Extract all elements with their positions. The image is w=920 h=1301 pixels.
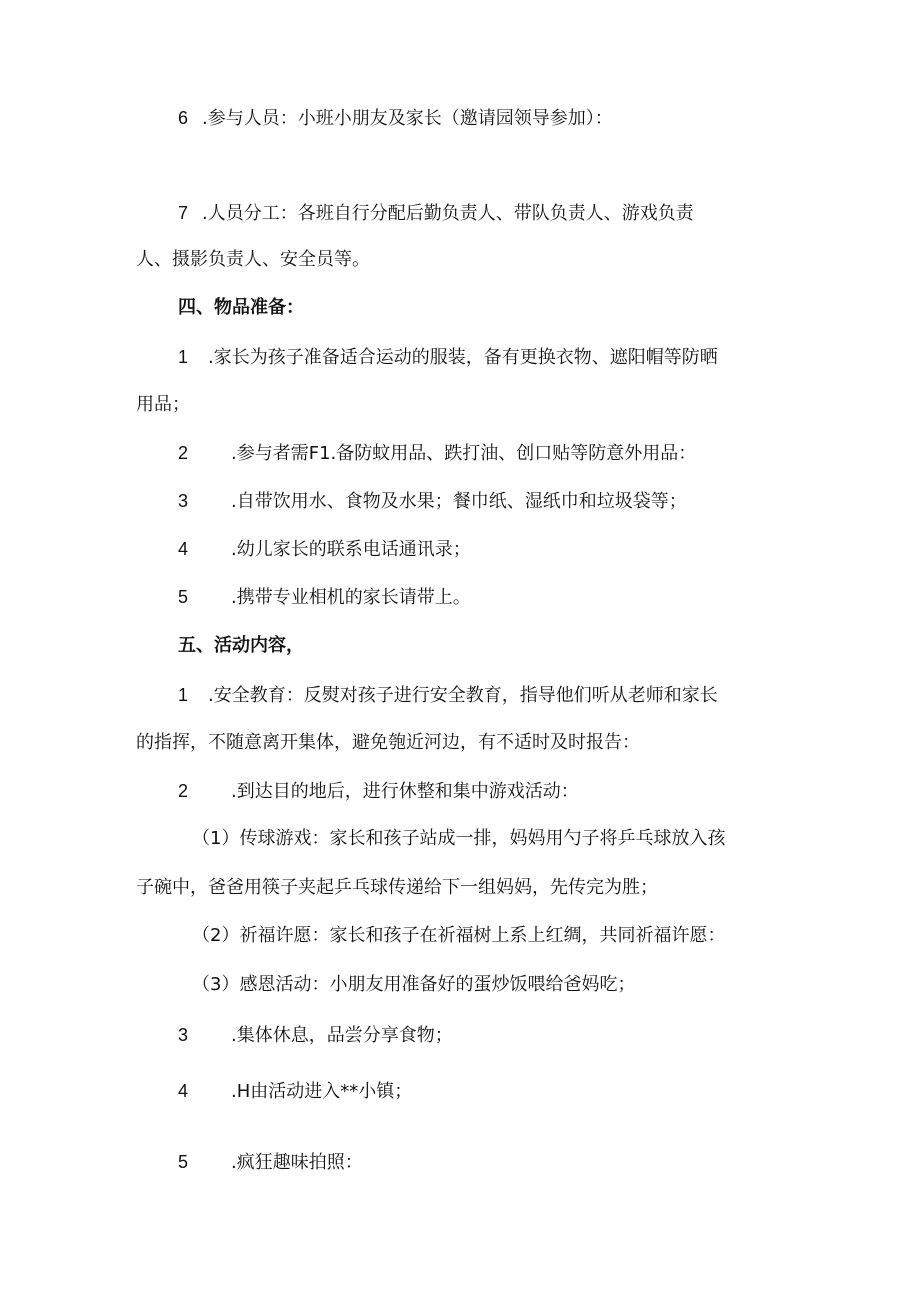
item-text: .集体休息，品尝分享食物； xyxy=(231,1025,453,1046)
item-text: .自带饮用水、食物及水果；餐巾纸、湿纸巾和垃圾袋等； xyxy=(231,491,687,512)
item-number: 5 xyxy=(178,1152,189,1172)
item-number: 3 xyxy=(178,1025,189,1045)
list-item-clothing xyxy=(178,345,718,369)
list-item-food xyxy=(178,489,687,513)
item-text: .疯狂趣味拍照： xyxy=(231,1152,363,1173)
item-text: .安全教育：反熨对孩子进行安全教育，指导他们听从老师和家长 xyxy=(208,685,718,706)
item-text: .到达目的地后，进行休整和集中游戏活动： xyxy=(231,781,579,802)
item-text: .参与者需F1.备防蚊用品、跌打油、创口贴等防意外用品： xyxy=(231,443,697,464)
item-text: .家长为孩子准备适合运动的服装，备有更换衣物、遮阳帽等防晒 xyxy=(208,347,718,368)
list-item-rest xyxy=(178,1023,453,1047)
list-item-safety xyxy=(178,683,718,707)
list-item-town xyxy=(178,1079,412,1103)
list-item-photos xyxy=(178,1150,363,1174)
section-heading-activities: 五、活动内容， xyxy=(178,635,304,656)
item-number: 4 xyxy=(178,539,189,559)
sub-item-blessing: （2）祈福许愿：家长和孩子在祈福树上系上红绸，共同祈福许愿： xyxy=(192,925,726,946)
item-number: 2 xyxy=(178,781,189,801)
list-item-arrival xyxy=(178,779,579,803)
item-number: 3 xyxy=(178,491,189,511)
item-text: .H由活动进入**小镇； xyxy=(231,1081,413,1102)
item-number: 6 xyxy=(178,108,189,128)
item-number: 7 xyxy=(178,203,189,223)
list-item-continuation: 的指挥，不随意离开集体，避免匏近河边，有不适时及时报告： xyxy=(136,732,640,753)
item-number: 5 xyxy=(178,587,189,607)
item-text: .参与人员：小班小朋友及家长（邀请园领导参加）： xyxy=(202,108,613,129)
list-item-camera xyxy=(178,585,471,609)
list-item-contacts xyxy=(178,537,471,561)
item-text: .幼儿家长的联系电话通讯录； xyxy=(231,539,471,560)
item-number: 4 xyxy=(178,1081,189,1101)
section-heading-materials: 四、物品准备： xyxy=(178,297,304,318)
item-text: .人员分工：各班自行分配后勤负责人、带队负责人、游戏负责 xyxy=(202,203,694,224)
sub-item-gratitude: （3）感恩活动：小朋友用准备好的蛋炒饭喂给爸妈吃； xyxy=(192,974,636,995)
item-number: 2 xyxy=(178,443,189,463)
item-number: 1 xyxy=(178,685,189,705)
list-item-participants xyxy=(178,106,613,130)
list-item-continuation: 人、摄影负责人、安全员等。 xyxy=(136,249,370,270)
list-item-protection xyxy=(178,441,696,465)
list-item-continuation: 用品； xyxy=(136,394,190,415)
list-item-continuation: 子碗中，爸爸用筷子夹起乒乓球传递给下一组妈妈，先传完为胜； xyxy=(136,877,658,898)
item-number: 1 xyxy=(178,347,189,367)
sub-item-ball-game: （1）传球游戏：家长和孩子站成一排，妈妈用勺子将乒乓球放入孩 xyxy=(192,828,726,849)
item-text: .携带专业相机的家长请带上。 xyxy=(231,587,471,608)
list-item-staff-roles xyxy=(178,201,694,225)
